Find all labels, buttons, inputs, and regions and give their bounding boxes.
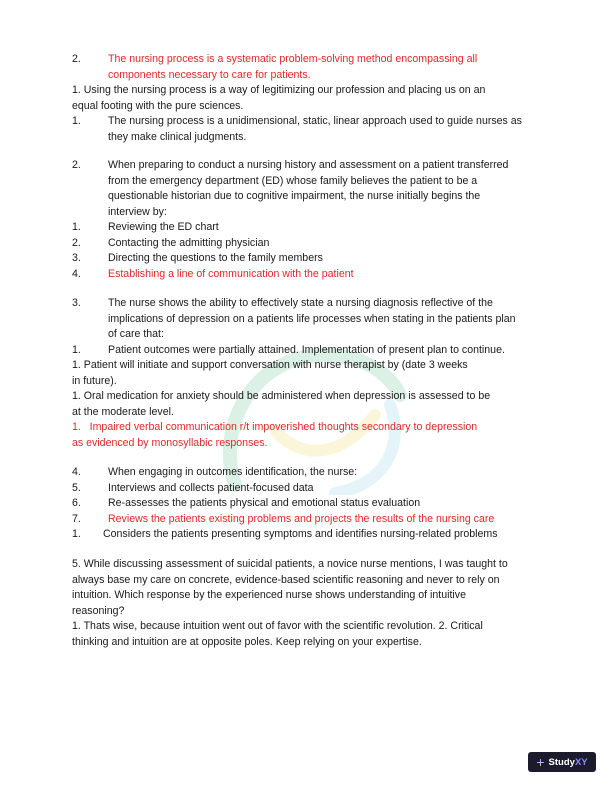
option-number: 1. <box>72 528 81 540</box>
question-text: interview by: <box>108 205 167 218</box>
option-text: Considers the patients presenting symptoms and identifies nursing-related problems <box>103 528 498 540</box>
option-number: 4. <box>72 267 81 280</box>
question-number: 3. <box>72 297 81 309</box>
question-text: When preparing to conduct a nursing history and assessment on a patient transferred <box>108 159 509 171</box>
option-text: 1. Patient will initiate and support conversation with nurse therapist by (date 3 weeks <box>72 359 468 371</box>
question-text: of care that: <box>108 328 164 340</box>
option-text: they make clinical judgments. <box>108 130 247 143</box>
option-number: 7. <box>72 512 81 525</box>
question-text: When engaging in outcomes identification, the nurse: <box>108 466 358 478</box>
option-number: 5. <box>72 481 81 494</box>
question-text: always base my care on concrete, evidence-based scientific reasoning and never to rely on <box>72 573 500 586</box>
option-text: Directing the questions to the family members <box>108 252 323 264</box>
question-text: reasoning? <box>72 604 125 617</box>
correct-answer-text: Reviews the patients existing problems and projects the results of the nursing care <box>108 512 495 525</box>
option-number: 6. <box>72 497 81 509</box>
option-text: at the moderate level. <box>72 405 174 418</box>
plus-icon: + <box>536 754 545 770</box>
question-text: from the emergency department (ED) whose family believes the patient to be a <box>108 174 478 187</box>
brand-name: StudyXY <box>548 756 588 768</box>
correct-answer-text: components necessary to care for patients. <box>108 68 311 81</box>
question-text: questionable historian due to cognitive impairment, the nurse initially begins the <box>108 190 481 202</box>
option-text: Re-assesses the patients physical and emotional status evaluation <box>108 497 421 509</box>
question-text: implications of depression on a patients life processes when stating in the patients plan <box>108 312 516 325</box>
question-number: 2. <box>72 53 81 65</box>
studyxy-badge[interactable] <box>528 752 596 772</box>
question-text: The nurse shows the ability to effectively state a nursing diagnosis reflective of the <box>108 297 493 309</box>
option-text: equal footing with the pure sciences. <box>72 99 244 112</box>
question-number: 2. <box>72 159 81 171</box>
option-text: in future). <box>72 374 117 387</box>
option-number: 1. <box>72 343 81 356</box>
correct-answer-text: The nursing process is a systematic problem-solving method encompassing all <box>108 53 478 65</box>
option-text: Reviewing the ED chart <box>108 221 219 233</box>
correct-answer-text: 1. Impaired verbal communication r/t impoverished thoughts secondary to depression <box>72 421 478 433</box>
option-text: The nursing process is a unidimensional, static, linear approach used to guide nurses as <box>108 115 522 127</box>
option-number: 1. <box>72 221 81 233</box>
option-number: 1. <box>72 115 81 127</box>
option-text: Patient outcomes were partially attained. Implementation of present plan to continue. <box>108 343 505 356</box>
option-text: Contacting the admitting physician <box>108 236 270 249</box>
option-number: 2. <box>72 236 81 249</box>
question-text: intuition. Which response by the experienced nurse shows understanding of intuitive <box>72 589 466 601</box>
option-text: 1. Oral medication for anxiety should be administered when depression is assessed to be <box>72 390 491 402</box>
correct-answer-text: as evidenced by monosyllabic responses. <box>72 436 268 449</box>
answer-text: thinking and intuition are at opposite poles. Keep relying on your expertise. <box>72 635 422 648</box>
option-text: 1. Using the nursing process is a way of legitimizing our profession and placing us on an <box>72 84 486 96</box>
correct-answer-text: Establishing a line of communication with the patient <box>108 267 354 280</box>
answer-text: 1. Thats wise, because intuition went out of favor with the scientific revolution. 2. Critical <box>72 620 483 632</box>
question-text: 5. While discussing assessment of suicidal patients, a novice nurse mentions, I was taught to <box>72 558 508 570</box>
option-number: 3. <box>72 252 81 264</box>
option-text: Interviews and collects patient-focused data <box>108 481 314 494</box>
question-number: 4. <box>72 466 81 478</box>
